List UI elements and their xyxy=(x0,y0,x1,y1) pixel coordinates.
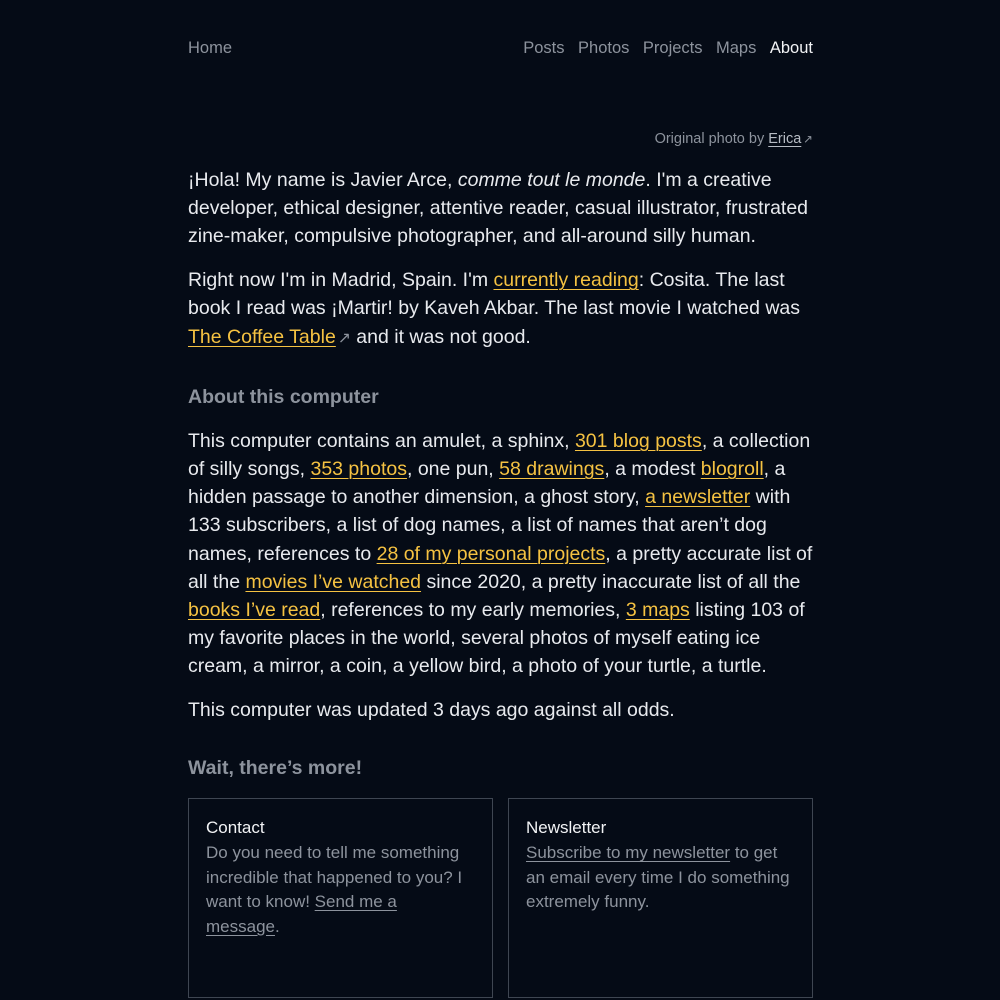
about-text: , a modest xyxy=(604,458,701,481)
about-text: , a pretty accurate list of all the xyxy=(188,542,813,593)
photo-credit-link[interactable]: Erica xyxy=(768,131,802,147)
nav-link-posts[interactable]: Posts xyxy=(523,39,565,57)
intro-text-2: . I'm a creative developer, ethical designer, attentive reader, casual illustrator, frustrated zine-maker, compulsive photographer, and all-around silly human. xyxy=(188,169,809,248)
contact-card xyxy=(188,798,493,998)
nav-link-projects[interactable]: Projects xyxy=(642,39,703,57)
about-text: , one pun, xyxy=(406,458,500,481)
nav-links xyxy=(510,36,813,60)
maps-link[interactable]: 3 maps xyxy=(625,599,690,622)
intro-text: ¡Hola! My name is Javier Arce, xyxy=(188,169,458,191)
intro-paragraph xyxy=(188,166,813,251)
subscribe-newsletter-link[interactable]: Subscribe to my newsletter xyxy=(526,843,731,863)
movies-link[interactable]: movies I’ve watched xyxy=(245,570,422,593)
photo-credit xyxy=(655,129,813,150)
about-text: listing 103 of my favorite places in the world, several photos of myself eating ice cream, a mirror, a coin, a yellow bird, a photo of your turtle, a turtle. xyxy=(188,599,805,678)
about-text: , a collection of silly songs, xyxy=(188,429,811,481)
status-text: Right now I'm in Madrid, Spain. I'm xyxy=(188,269,494,292)
projects-link[interactable]: 28 of my personal projects xyxy=(376,542,606,565)
newsletter-card xyxy=(508,798,813,998)
external-link-icon: ↗ xyxy=(337,329,351,347)
status-text-3: and it was not good. xyxy=(350,325,531,348)
updated-paragraph: This computer was updated 3 days ago against all odds. xyxy=(188,699,675,722)
currently-reading-link[interactable]: currently reading xyxy=(493,269,639,292)
about-computer-paragraph xyxy=(188,427,813,681)
books-link[interactable]: books I’ve read xyxy=(188,599,321,622)
more-heading: Wait, there’s more! xyxy=(188,757,363,780)
about-text: , a hidden passage to another dimension, a ghost story, xyxy=(188,458,786,509)
send-message-link[interactable]: Send me a message xyxy=(206,892,397,936)
newsletter-card-body xyxy=(526,841,795,915)
newsletter-card-title: Newsletter xyxy=(526,818,607,838)
blogroll-link[interactable]: blogroll xyxy=(700,458,764,481)
about-text: with 133 subscribers, a list of dog names, a list of names that aren’t dog names, references to xyxy=(188,486,791,565)
about-text: since 2020, a pretty inaccurate list of all the xyxy=(421,570,801,593)
status-text-2: : Cosita. The last book I read was ¡Martir! by Kaveh Akbar. The last movie I watched was xyxy=(188,269,801,320)
about-text: , references to my early memories, xyxy=(320,599,626,622)
photo-credit-prefix: Original photo by xyxy=(654,131,769,147)
contact-card-body xyxy=(206,841,475,939)
nav-link-about[interactable]: About xyxy=(769,39,813,57)
movie-link[interactable]: The Coffee Table xyxy=(188,325,336,348)
nav-link-photos[interactable]: Photos xyxy=(578,39,630,57)
contact-card-title: Contact xyxy=(206,818,265,838)
intro-emphasis: comme tout le monde xyxy=(457,169,646,191)
blog-posts-link[interactable]: 301 blog posts xyxy=(574,429,702,452)
drawings-link[interactable]: 58 drawings xyxy=(499,458,605,481)
nav-link-maps[interactable]: Maps xyxy=(716,39,757,57)
photos-link[interactable]: 353 photos xyxy=(310,458,407,481)
top-nav xyxy=(188,36,813,62)
external-link-icon: ↗ xyxy=(803,133,813,146)
newsletter-card-text: to get an email every time I do something extremely funny. xyxy=(526,843,790,912)
about-text: This computer contains an amulet, a sphinx, xyxy=(188,429,575,452)
nav-home-link[interactable]: Home xyxy=(188,39,233,57)
about-computer-heading: About this computer xyxy=(188,385,379,408)
more-cards xyxy=(188,798,813,998)
contact-card-text: Do you need to tell me something incredible that happened to you? I want to know! xyxy=(206,843,463,912)
newsletter-link[interactable]: a newsletter xyxy=(645,486,751,509)
status-paragraph xyxy=(188,266,813,353)
main-content xyxy=(188,166,813,998)
contact-card-end: . xyxy=(274,916,280,936)
